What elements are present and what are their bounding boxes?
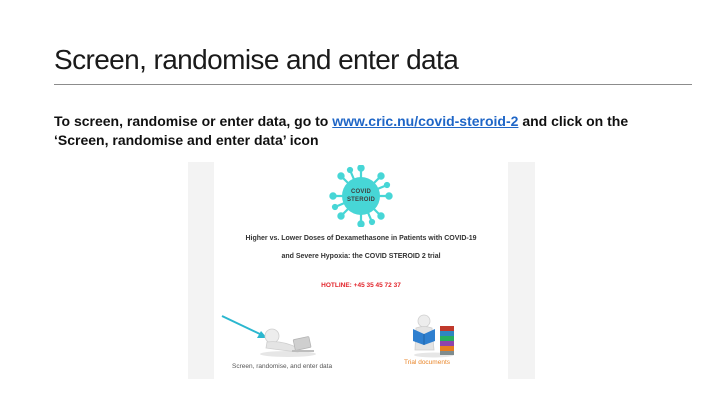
website-page [214, 162, 508, 379]
screen-randomise-link[interactable]: Screen, randomise, and enter data [232, 363, 333, 370]
instruction-prefix: To screen, randomise or enter data, go to [54, 113, 333, 129]
person-laptop-icon[interactable] [258, 324, 320, 358]
logo-text-steroid: STEROID [346, 197, 376, 203]
website-link[interactable]: www.cric.nu/covid-steroid-2 [332, 113, 519, 129]
logo-text-covid: COVID [350, 189, 371, 195]
trial-title-line-1: Higher vs. Lower Doses of Dexamethasone in Patients with COVID-19 [245, 235, 477, 242]
hotline-text: HOTLINE: +45 35 45 72 37 [321, 282, 401, 289]
instruction-text [54, 112, 674, 150]
instruction-suffix: and click on the ‘Screen, randomise and enter data’ icon [54, 113, 629, 148]
slide-title: Screen, randomise and enter data [54, 44, 459, 75]
virus-icon [326, 165, 396, 227]
title-divider [54, 84, 692, 85]
person-reading-icon[interactable] [410, 312, 462, 358]
covid-steroid-logo [326, 165, 396, 227]
website-screenshot [188, 162, 535, 379]
trial-documents-link[interactable]: Trial documents [404, 359, 450, 366]
trial-title-line-2: and Severe Hypoxia: the COVID STEROID 2 trial [281, 253, 441, 260]
